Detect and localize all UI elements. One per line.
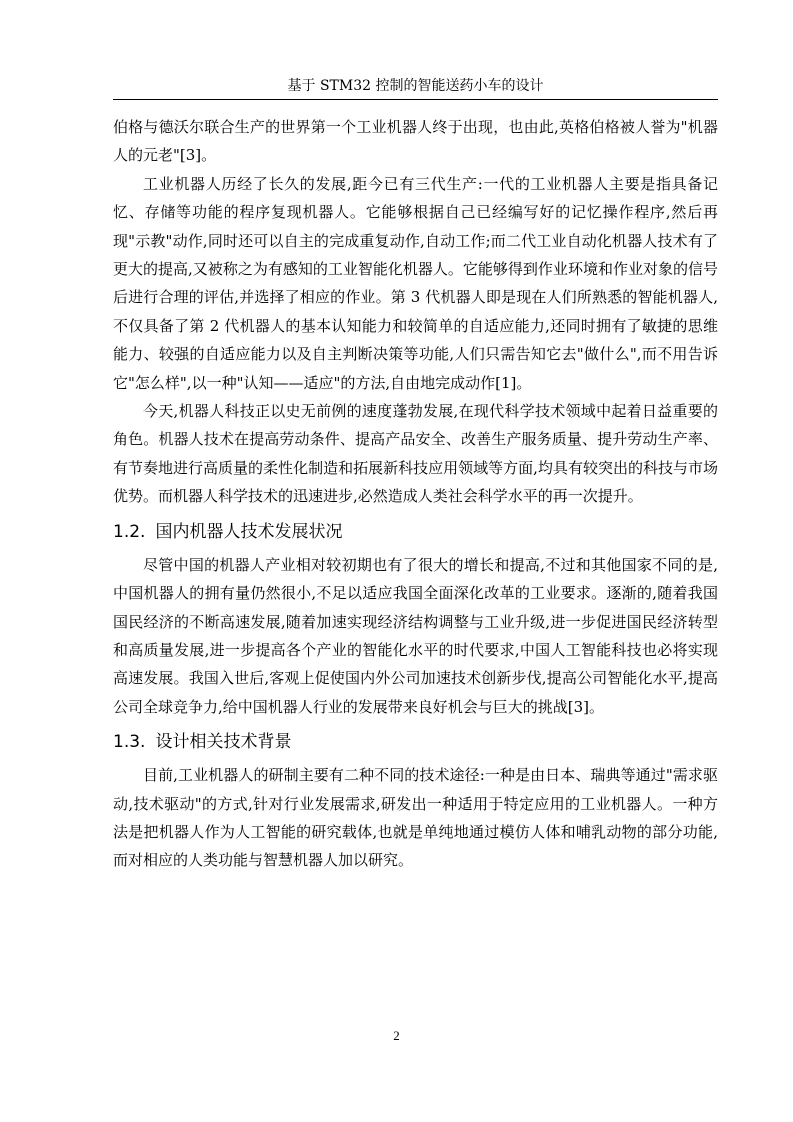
section-heading-1-2 [113,519,718,545]
section-title: 设计相关技术背景 [155,732,292,753]
document-body [113,113,718,875]
paragraph-robot-generations: 工业机器人历经了长久的发展,距今已有三代生产:一代的工业机器人主要是指具备记忆、存储等功能的程序复现机器人。它能够根据自己已经编写好的记忆操作程序,然后再现"示教"动作,同时还可以自主的完成重复动作,自动工作;而二代工业自动化机器人技术有了更大的提高,又被称之为有感知的工业智能化机器人。它能够得到作业环境和作业对象的信号后进行合理的评估,并选择了相应的作业。第 3 代机器人即是现在人们所熟悉的智能机器人,不仅具备了第 2 代机器人的基本认知能力和较简单的自适应能力,还同时拥有了敏捷的思维能力、较强的自适应能力以及自主判断决策等功能,人们只需告知它去"做什么",而不用告诉它"怎么样",以一种"认知——适应"的方法,自由地完成动作[1]。 [113,174,718,392]
header-rule [113,99,718,100]
section-number: 1.3. [113,732,146,753]
section-title: 国内机器人技术发展状况 [155,521,343,542]
section-number: 1.2. [113,521,146,542]
paragraph-domestic-robots: 尽管中国的机器人产业相对较初期也有了很大的增长和提高,不过和其他国家不同的是,中国机器人的拥有量仍然很小,不足以适应我国全面深化改革的工业要求。逐渐的,随着我国国民经济的不断高速发展,随着加速实现经济结构调整与工业升级,进一步促进国民经济转型和高质量发展,进一步提高各个产业的智能化水平的时代要求,中国人工智能科技也必将实现高速发展。我国入世后,客观上促使国内外公司加速技术创新步伐,提高公司智能化水平,提高公司全球竞争力,给中国机器人行业的发展带来良好机会与巨大的挑战[3]。 [113,555,718,716]
paragraph-continued: 伯格与德沃尔联合生产的世界第一个工业机器人终于出现，也由此,英格伯格被人誉为"机器人的元老"[3]。 [113,118,718,165]
page-number: 2 [393,1028,400,1043]
paragraph-robot-today: 今天,机器人科技正以史无前例的速度蓬勃发展,在现代科学技术领域中起着日益重要的角色。机器人技术在提高劳动条件、提高产品安全、改善生产服务质量、提升劳动生产率、有节奏地进行高质量的柔性化制造和拓展新科技应用领域等方面,均具有较突出的科技与市场优势。而机器人科学技术的迅速进步,必然造成人类社会科学水平的再一次提升。 [113,402,718,506]
running-header: 基于 STM32 控制的智能送药小车的设计 [287,78,544,94]
section-heading-1-3 [113,729,718,755]
paragraph-tech-background: 目前,工业机器人的研制主要有二种不同的技术途径:一种是由日本、瑞典等通过"需求驱动,技术驱动"的方式,针对行业发展需求,研发出一种适用于特定应用的工业机器人。一种方法是把机器人作为人工智能的研究载体,也就是单纯地通过模仿人体和哺乳动物的部分功能,而对相应的人类功能与智慧机器人加以研究。 [113,766,718,870]
